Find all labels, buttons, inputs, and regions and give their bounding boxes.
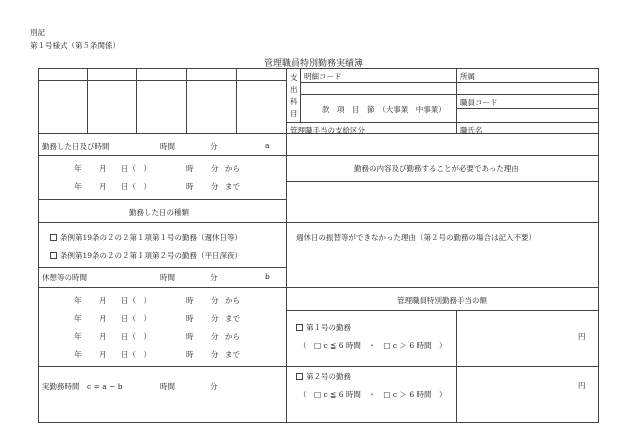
checkbox[interactable] — [50, 252, 57, 259]
staff-code-label: 職員コード — [460, 98, 498, 107]
budget-label-char: 支 — [290, 73, 298, 82]
day-type-label: 勤務した日の種類 — [129, 208, 189, 217]
allowance-label: 管理職員特別勤務手当の額 — [397, 296, 487, 305]
rest-time-letter: b — [265, 272, 270, 281]
duty2-option[interactable]: 第２号の勤務 — [296, 371, 351, 382]
yen-unit: 円 — [578, 381, 586, 390]
duty1-hours-options[interactable]: （ □ c ≦ 6 時間 ・ □ c ＞ 6 時間 ） — [299, 341, 447, 350]
checkbox[interactable] — [296, 373, 303, 380]
day-type-option[interactable]: 条例第19条の２の２第１項第２号の勤務（平日深夜） — [50, 250, 242, 261]
detail-code-label: 明細コード — [304, 72, 342, 81]
rest-time-label: 休憩等の時間 — [42, 273, 87, 282]
rest-time-minute-unit: 分 — [210, 273, 218, 282]
actual-time-label: 実勤務時間 c = a − b — [42, 382, 123, 391]
yen-unit: 円 — [578, 332, 586, 341]
actual-time-minute-unit: 分 — [210, 382, 218, 391]
duty1-option[interactable]: 第１号の勤務 — [296, 322, 351, 333]
duty2-hours-options[interactable]: （ □ c ≦ 6 時間 ・ □ c ＞ 6 時間 ） — [299, 390, 447, 399]
substitute-reason-label: 週休日の振替等ができなかった理由（第２号の勤務の場合は記入不要） — [296, 233, 536, 242]
staff-name-label: 職氏名 — [460, 126, 483, 135]
form-number: 第１号様式（第５条関係） — [30, 41, 120, 50]
rest-time-hour-unit: 時間 — [160, 273, 175, 282]
checkbox[interactable] — [50, 234, 57, 241]
actual-time-hour-unit: 時間 — [160, 382, 175, 391]
work-time-hour-unit: 時間 — [160, 142, 175, 151]
reason-label: 勤務の内容及び勤務することが必要であった理由 — [354, 164, 519, 173]
affiliation-label: 所属 — [460, 72, 475, 81]
day-type-option[interactable]: 条例第19条の２の２第１項第１号の勤務（週休日等） — [50, 232, 242, 243]
page-title: 管理職員特別勤務実績簿 — [264, 59, 364, 69]
work-time-label: 勤務した日及び時間 — [42, 142, 110, 151]
appendix-label: 別記 — [30, 28, 45, 37]
work-time-letter: a — [265, 141, 270, 150]
kan-ko-moku-setsu-label: 款 項 目 節 （大事業 中事業） — [322, 105, 446, 114]
work-time-minute-unit: 分 — [210, 142, 218, 151]
allowance-category-label: 管理職手当の支給区分 — [290, 126, 365, 135]
budget-label-char: 科 — [290, 97, 298, 106]
budget-label-char: 出 — [290, 85, 298, 94]
checkbox[interactable] — [296, 324, 303, 331]
budget-label-char: 目 — [290, 109, 298, 118]
